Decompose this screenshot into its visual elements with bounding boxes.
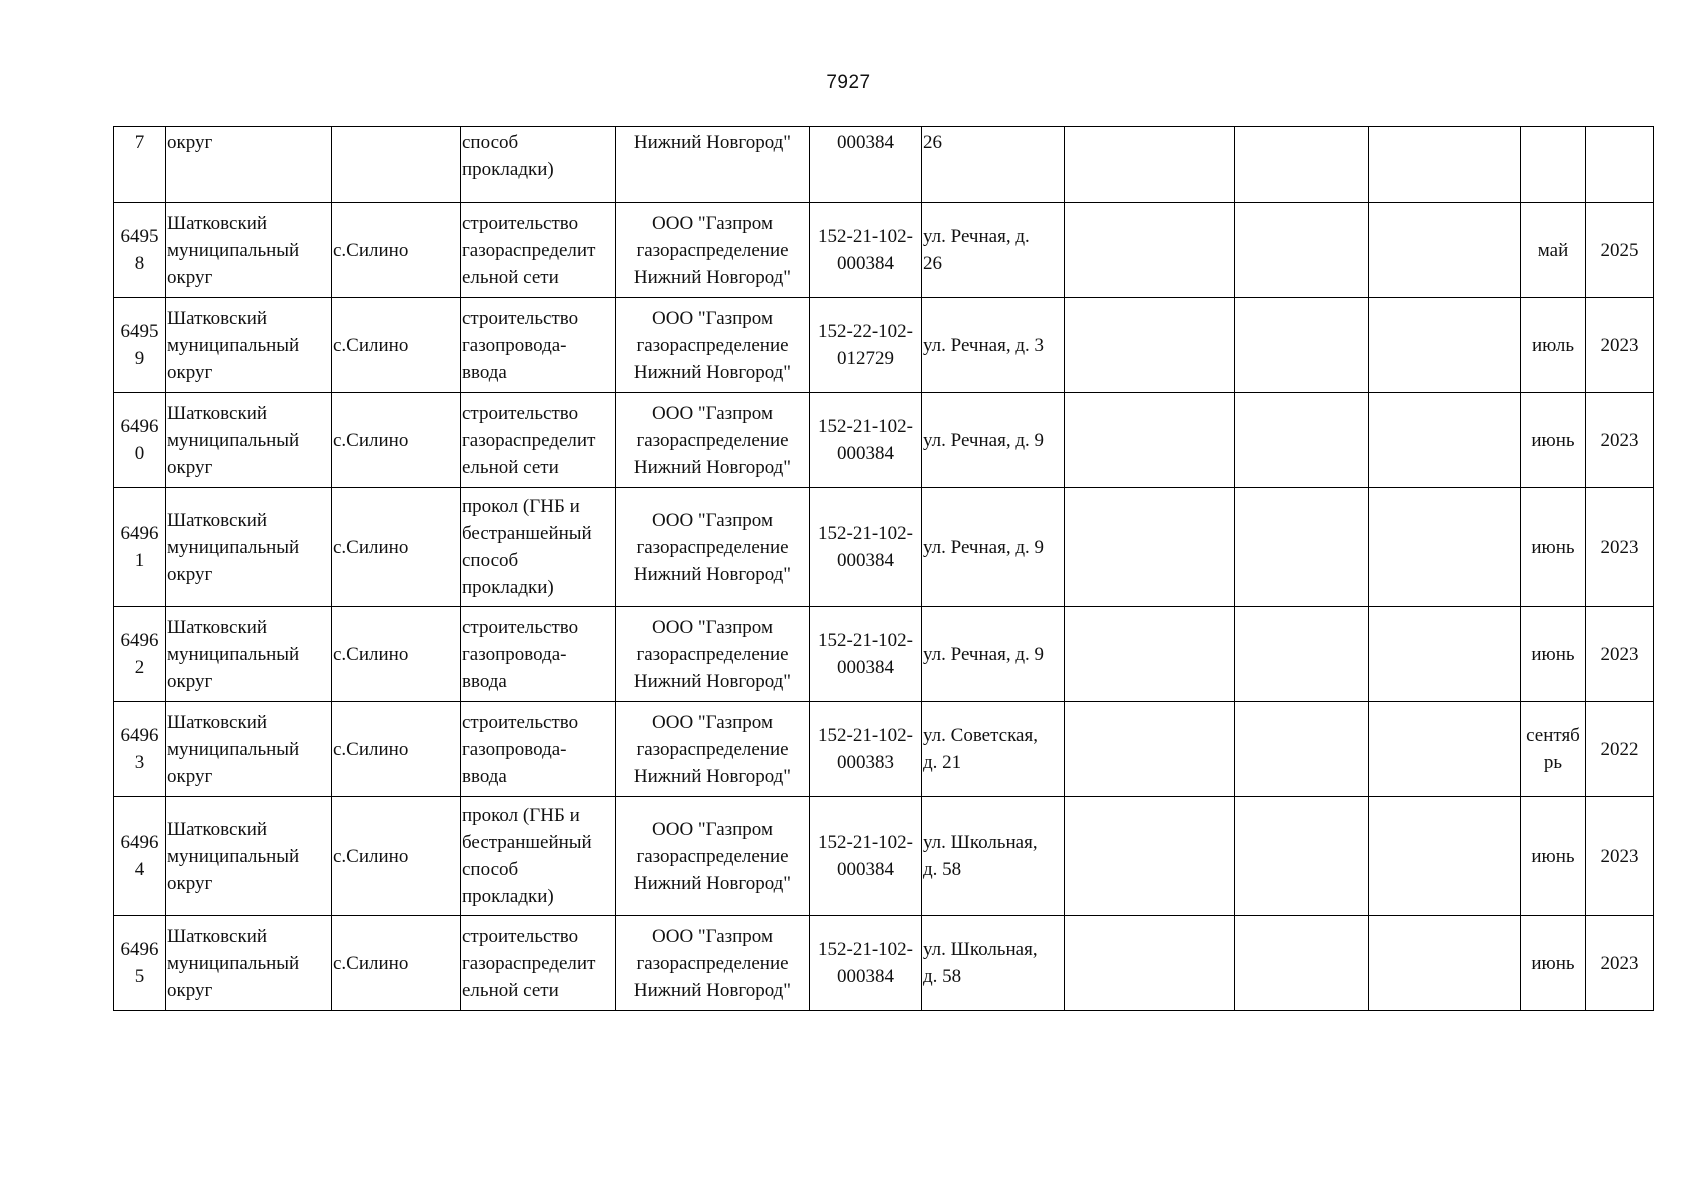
locality-cell-text: с.Силино xyxy=(333,239,409,261)
locality-cell xyxy=(332,916,461,1011)
address-cell xyxy=(922,702,1065,797)
registry-code-cell xyxy=(810,797,922,916)
empty-cell xyxy=(1065,127,1235,203)
work-type-cell xyxy=(461,488,616,607)
registry-code-cell-text: 152-21-102- 000384 xyxy=(818,523,913,571)
work-type-cell-text: прокол (ГНБ и бестраншейный способ прокладки) xyxy=(462,496,592,598)
locality-cell-text: с.Силино xyxy=(333,738,409,760)
month-cell xyxy=(1521,607,1586,702)
empty-cell xyxy=(1369,298,1521,393)
address-cell xyxy=(922,797,1065,916)
organization-cell xyxy=(616,607,810,702)
district-cell xyxy=(166,702,332,797)
address-cell-text: ул. Речная, д. 3 xyxy=(923,334,1044,356)
work-type-cell xyxy=(461,607,616,702)
empty-cell xyxy=(1369,916,1521,1011)
empty-cell xyxy=(1065,393,1235,488)
locality-cell-text: с.Силино xyxy=(333,952,409,974)
year-cell xyxy=(1586,298,1654,393)
table-row xyxy=(114,127,1654,203)
table-row xyxy=(114,607,1654,702)
month-cell-text: июнь xyxy=(1531,536,1575,558)
work-type-cell-text: способ прокладки) xyxy=(462,132,554,180)
empty-cell xyxy=(1235,203,1369,298)
locality-cell-text: с.Силино xyxy=(333,643,409,665)
row-number xyxy=(114,203,166,298)
address-cell-text: ул. Речная, д. 26 xyxy=(923,226,1030,274)
registry-code-cell-text: 000384 xyxy=(837,132,894,153)
year-cell xyxy=(1586,702,1654,797)
empty-cell xyxy=(1065,607,1235,702)
work-type-cell xyxy=(461,393,616,488)
row-number xyxy=(114,298,166,393)
organization-cell-text: ООО "Газпром газораспределение Нижний Новгород" xyxy=(633,711,792,787)
year-cell-text: 2023 xyxy=(1600,334,1639,356)
empty-cell xyxy=(1369,797,1521,916)
month-cell xyxy=(1521,702,1586,797)
locality-cell xyxy=(332,607,461,702)
address-cell xyxy=(922,203,1065,298)
registry-code-cell-text: 152-21-102- 000384 xyxy=(818,939,913,987)
registry-code-cell xyxy=(810,488,922,607)
registry-code-cell xyxy=(810,702,922,797)
row-number-text: 6495 8 xyxy=(120,226,159,274)
table-row xyxy=(114,298,1654,393)
organization-cell xyxy=(616,298,810,393)
month-cell xyxy=(1521,298,1586,393)
page-number: 7927 xyxy=(826,72,871,93)
empty-cell xyxy=(1235,298,1369,393)
locality-cell-text: с.Силино xyxy=(333,334,409,356)
registry-code-cell xyxy=(810,607,922,702)
table-row xyxy=(114,916,1654,1011)
organization-cell-text: ООО "Газпром газораспределение Нижний Новгород" xyxy=(633,925,792,1001)
address-cell-text: ул. Речная, д. 9 xyxy=(923,536,1044,558)
empty-cell xyxy=(1369,488,1521,607)
registry-code-cell xyxy=(810,393,922,488)
work-type-cell xyxy=(461,797,616,916)
row-number-text: 7 xyxy=(134,132,145,153)
district-cell xyxy=(166,488,332,607)
address-cell-text: ул. Речная, д. 9 xyxy=(923,643,1044,665)
registry-code-cell xyxy=(810,298,922,393)
year-cell xyxy=(1586,203,1654,298)
district-cell-text: округ xyxy=(167,132,213,153)
month-cell xyxy=(1521,127,1586,203)
empty-cell xyxy=(1369,702,1521,797)
work-type-cell-text: строительство газораспределит ельной сети xyxy=(462,402,596,478)
organization-cell-text: ООО "Газпром газораспределение Нижний Новгород" xyxy=(633,616,792,692)
work-type-cell-text: строительство газопровода- ввода xyxy=(462,616,579,692)
address-cell-text: ул. Школьная, д. 58 xyxy=(923,939,1038,987)
district-cell xyxy=(166,797,332,916)
row-number-text: 6496 4 xyxy=(120,832,159,880)
empty-cell xyxy=(1065,488,1235,607)
organization-cell-text: ООО "Газпром газораспределение Нижний Новгород" xyxy=(633,402,792,478)
district-cell-text: Шатковский муниципальный округ xyxy=(167,925,300,1001)
row-number xyxy=(114,127,166,203)
registry-code-cell-text: 152-21-102- 000383 xyxy=(818,725,913,773)
address-cell xyxy=(922,298,1065,393)
organization-cell-text: ООО "Газпром газораспределение Нижний Новгород" xyxy=(633,818,792,894)
work-type-cell-text: строительство газопровода- ввода xyxy=(462,711,579,787)
year-cell xyxy=(1586,127,1654,203)
organization-cell xyxy=(616,393,810,488)
row-number xyxy=(114,702,166,797)
row-number-text: 6496 2 xyxy=(120,630,159,678)
address-cell xyxy=(922,916,1065,1011)
table-row xyxy=(114,702,1654,797)
address-cell-text: ул. Школьная, д. 58 xyxy=(923,832,1038,880)
row-number xyxy=(114,916,166,1011)
empty-cell xyxy=(1235,607,1369,702)
district-cell xyxy=(166,916,332,1011)
organization-cell xyxy=(616,203,810,298)
year-cell xyxy=(1586,607,1654,702)
month-cell-text: июнь xyxy=(1531,643,1575,665)
year-cell-text: 2023 xyxy=(1600,429,1639,451)
locality-cell-text: с.Силино xyxy=(333,536,409,558)
year-cell-text: 2025 xyxy=(1600,239,1639,261)
locality-cell-text: с.Силино xyxy=(333,429,409,451)
locality-cell-text: с.Силино xyxy=(333,845,409,867)
empty-cell xyxy=(1369,203,1521,298)
registry-code-cell xyxy=(810,916,922,1011)
district-cell-text: Шатковский муниципальный округ xyxy=(167,402,300,478)
row-number xyxy=(114,393,166,488)
registry-table xyxy=(113,126,1654,1011)
work-type-cell xyxy=(461,127,616,203)
month-cell xyxy=(1521,393,1586,488)
locality-cell xyxy=(332,127,461,203)
empty-cell xyxy=(1065,916,1235,1011)
empty-cell xyxy=(1235,916,1369,1011)
district-cell-text: Шатковский муниципальный округ xyxy=(167,616,300,692)
locality-cell xyxy=(332,488,461,607)
year-cell xyxy=(1586,393,1654,488)
district-cell-text: Шатковский муниципальный округ xyxy=(167,711,300,787)
year-cell xyxy=(1586,488,1654,607)
empty-cell xyxy=(1235,488,1369,607)
registry-code-cell-text: 152-21-102- 000384 xyxy=(818,832,913,880)
organization-cell-text: ООО "Газпром газораспределение Нижний Новгород" xyxy=(633,212,792,288)
year-cell xyxy=(1586,916,1654,1011)
row-number xyxy=(114,488,166,607)
district-cell xyxy=(166,607,332,702)
row-number-text: 6496 3 xyxy=(120,725,159,773)
empty-cell xyxy=(1065,298,1235,393)
address-cell-text: ул. Советская, д. 21 xyxy=(923,725,1038,773)
address-cell xyxy=(922,607,1065,702)
registry-code-cell xyxy=(810,127,922,203)
registry-code-cell-text: 152-21-102- 000384 xyxy=(818,226,913,274)
empty-cell xyxy=(1065,702,1235,797)
registry-code-cell-text: 152-22-102- 012729 xyxy=(818,321,913,369)
empty-cell xyxy=(1065,797,1235,916)
district-cell xyxy=(166,127,332,203)
work-type-cell-text: строительство газораспределит ельной сети xyxy=(462,925,596,1001)
table-row xyxy=(114,488,1654,607)
district-cell-text: Шатковский муниципальный округ xyxy=(167,509,300,585)
month-cell-text: сентяб рь xyxy=(1526,725,1580,773)
work-type-cell-text: строительство газопровода- ввода xyxy=(462,307,579,383)
month-cell-text: июль xyxy=(1531,334,1575,356)
district-cell-text: Шатковский муниципальный округ xyxy=(167,307,300,383)
work-type-cell xyxy=(461,916,616,1011)
row-number-text: 6496 1 xyxy=(120,523,159,571)
work-type-cell xyxy=(461,298,616,393)
empty-cell xyxy=(1235,393,1369,488)
locality-cell xyxy=(332,702,461,797)
row-number-text: 6496 5 xyxy=(120,939,159,987)
empty-cell xyxy=(1065,203,1235,298)
work-type-cell-text: прокол (ГНБ и бестраншейный способ прокладки) xyxy=(462,805,592,907)
organization-cell-text: Нижний Новгород" xyxy=(633,132,792,153)
year-cell-text: 2023 xyxy=(1600,643,1639,665)
address-cell xyxy=(922,488,1065,607)
empty-cell xyxy=(1369,127,1521,203)
month-cell-text: май xyxy=(1537,239,1569,261)
row-number xyxy=(114,797,166,916)
table-row xyxy=(114,797,1654,916)
empty-cell xyxy=(1235,127,1369,203)
month-cell-text: июнь xyxy=(1531,952,1575,974)
organization-cell xyxy=(616,916,810,1011)
registry-code-cell-text: 152-21-102- 000384 xyxy=(818,630,913,678)
row-number-text: 6495 9 xyxy=(120,321,159,369)
month-cell xyxy=(1521,488,1586,607)
year-cell-text: 2023 xyxy=(1600,952,1639,974)
registry-code-cell xyxy=(810,203,922,298)
address-cell-text: 26 xyxy=(923,132,942,153)
month-cell-text: июнь xyxy=(1531,845,1575,867)
table-row xyxy=(114,203,1654,298)
row-number xyxy=(114,607,166,702)
empty-cell xyxy=(1369,393,1521,488)
address-cell-text: ул. Речная, д. 9 xyxy=(923,429,1044,451)
district-cell xyxy=(166,298,332,393)
empty-cell xyxy=(1235,797,1369,916)
district-cell-text: Шатковский муниципальный округ xyxy=(167,212,300,288)
year-cell-text: 2023 xyxy=(1600,845,1639,867)
year-cell xyxy=(1586,797,1654,916)
row-number-text: 6496 0 xyxy=(120,416,159,464)
locality-cell xyxy=(332,393,461,488)
year-cell-text: 2022 xyxy=(1600,738,1639,760)
month-cell xyxy=(1521,203,1586,298)
locality-cell xyxy=(332,298,461,393)
address-cell xyxy=(922,127,1065,203)
table-row xyxy=(114,393,1654,488)
district-cell xyxy=(166,393,332,488)
month-cell xyxy=(1521,916,1586,1011)
empty-cell xyxy=(1235,702,1369,797)
empty-cell xyxy=(1369,607,1521,702)
organization-cell xyxy=(616,488,810,607)
organization-cell xyxy=(616,797,810,916)
work-type-cell xyxy=(461,203,616,298)
month-cell-text: июнь xyxy=(1531,429,1575,451)
locality-cell xyxy=(332,797,461,916)
month-cell xyxy=(1521,797,1586,916)
locality-cell xyxy=(332,203,461,298)
organization-cell-text: ООО "Газпром газораспределение Нижний Новгород" xyxy=(633,509,792,585)
registry-code-cell-text: 152-21-102- 000384 xyxy=(818,416,913,464)
organization-cell-text: ООО "Газпром газораспределение Нижний Новгород" xyxy=(633,307,792,383)
organization-cell xyxy=(616,702,810,797)
year-cell-text: 2023 xyxy=(1600,536,1639,558)
organization-cell xyxy=(616,127,810,203)
district-cell-text: Шатковский муниципальный округ xyxy=(167,818,300,894)
address-cell xyxy=(922,393,1065,488)
district-cell xyxy=(166,203,332,298)
work-type-cell xyxy=(461,702,616,797)
work-type-cell-text: строительство газораспределит ельной сети xyxy=(462,212,596,288)
registry-body xyxy=(114,127,1654,1011)
